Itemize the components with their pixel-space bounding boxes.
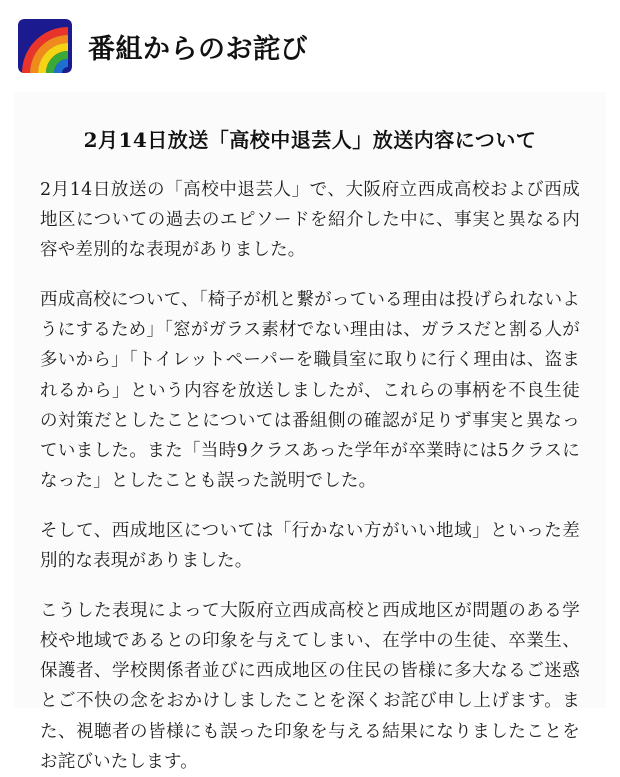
page-header (14, 0, 606, 92)
paragraph-1: 2月14日放送の「高校中退芸人」で、大阪府立西成高校および西成地区についての過去のエピソードを紹介した中に、事実と異なる内容や差別的な表現がありました。 (40, 180, 580, 261)
paragraph-2: 西成高校について、「椅子が机と繋がっている理由は投げられないようにするため」「窓がガラス素材でない理由は、ガラスだと割る人が多いから」「トイレットペーパーを職員室に取りに行く理由は、盗まれるから」という内容を放送しましたが、これらの事柄を不良生徒の対策だとしたことについては番組側の確認が足りず事実と異なっていました。また「当時9クラスあった学年が卒業時には5クラスになった」としたことも誤った説明でした。 (40, 290, 580, 491)
document-title: 2月14日放送「高校中退芸人」放送内容について (83, 128, 537, 152)
paragraph-4: こうした表現によって大阪府立西成高校と西成地区が問題のある学校や地域であるとの印象を与えてしまい、在学中の生徒、卒業生、保護者、学校関係者並びに西成地区の住民の皆様に多大なるご迷惑とご不快の念をおかけしましたことを深くお詫び申し上げます。また、視聴者の皆様にも誤った印象を与える結果になりましたことをお詫びいたします。 (40, 601, 580, 772)
page-title: 番組からのお詫び (88, 33, 308, 65)
nhk-rainbow-logo-icon (18, 19, 72, 73)
paragraph-3: そして、西成地区については「行かない方がいい地域」といった差別的な表現がありました。 (40, 520, 580, 572)
page-sheet (14, 0, 606, 772)
document-body (14, 92, 606, 772)
